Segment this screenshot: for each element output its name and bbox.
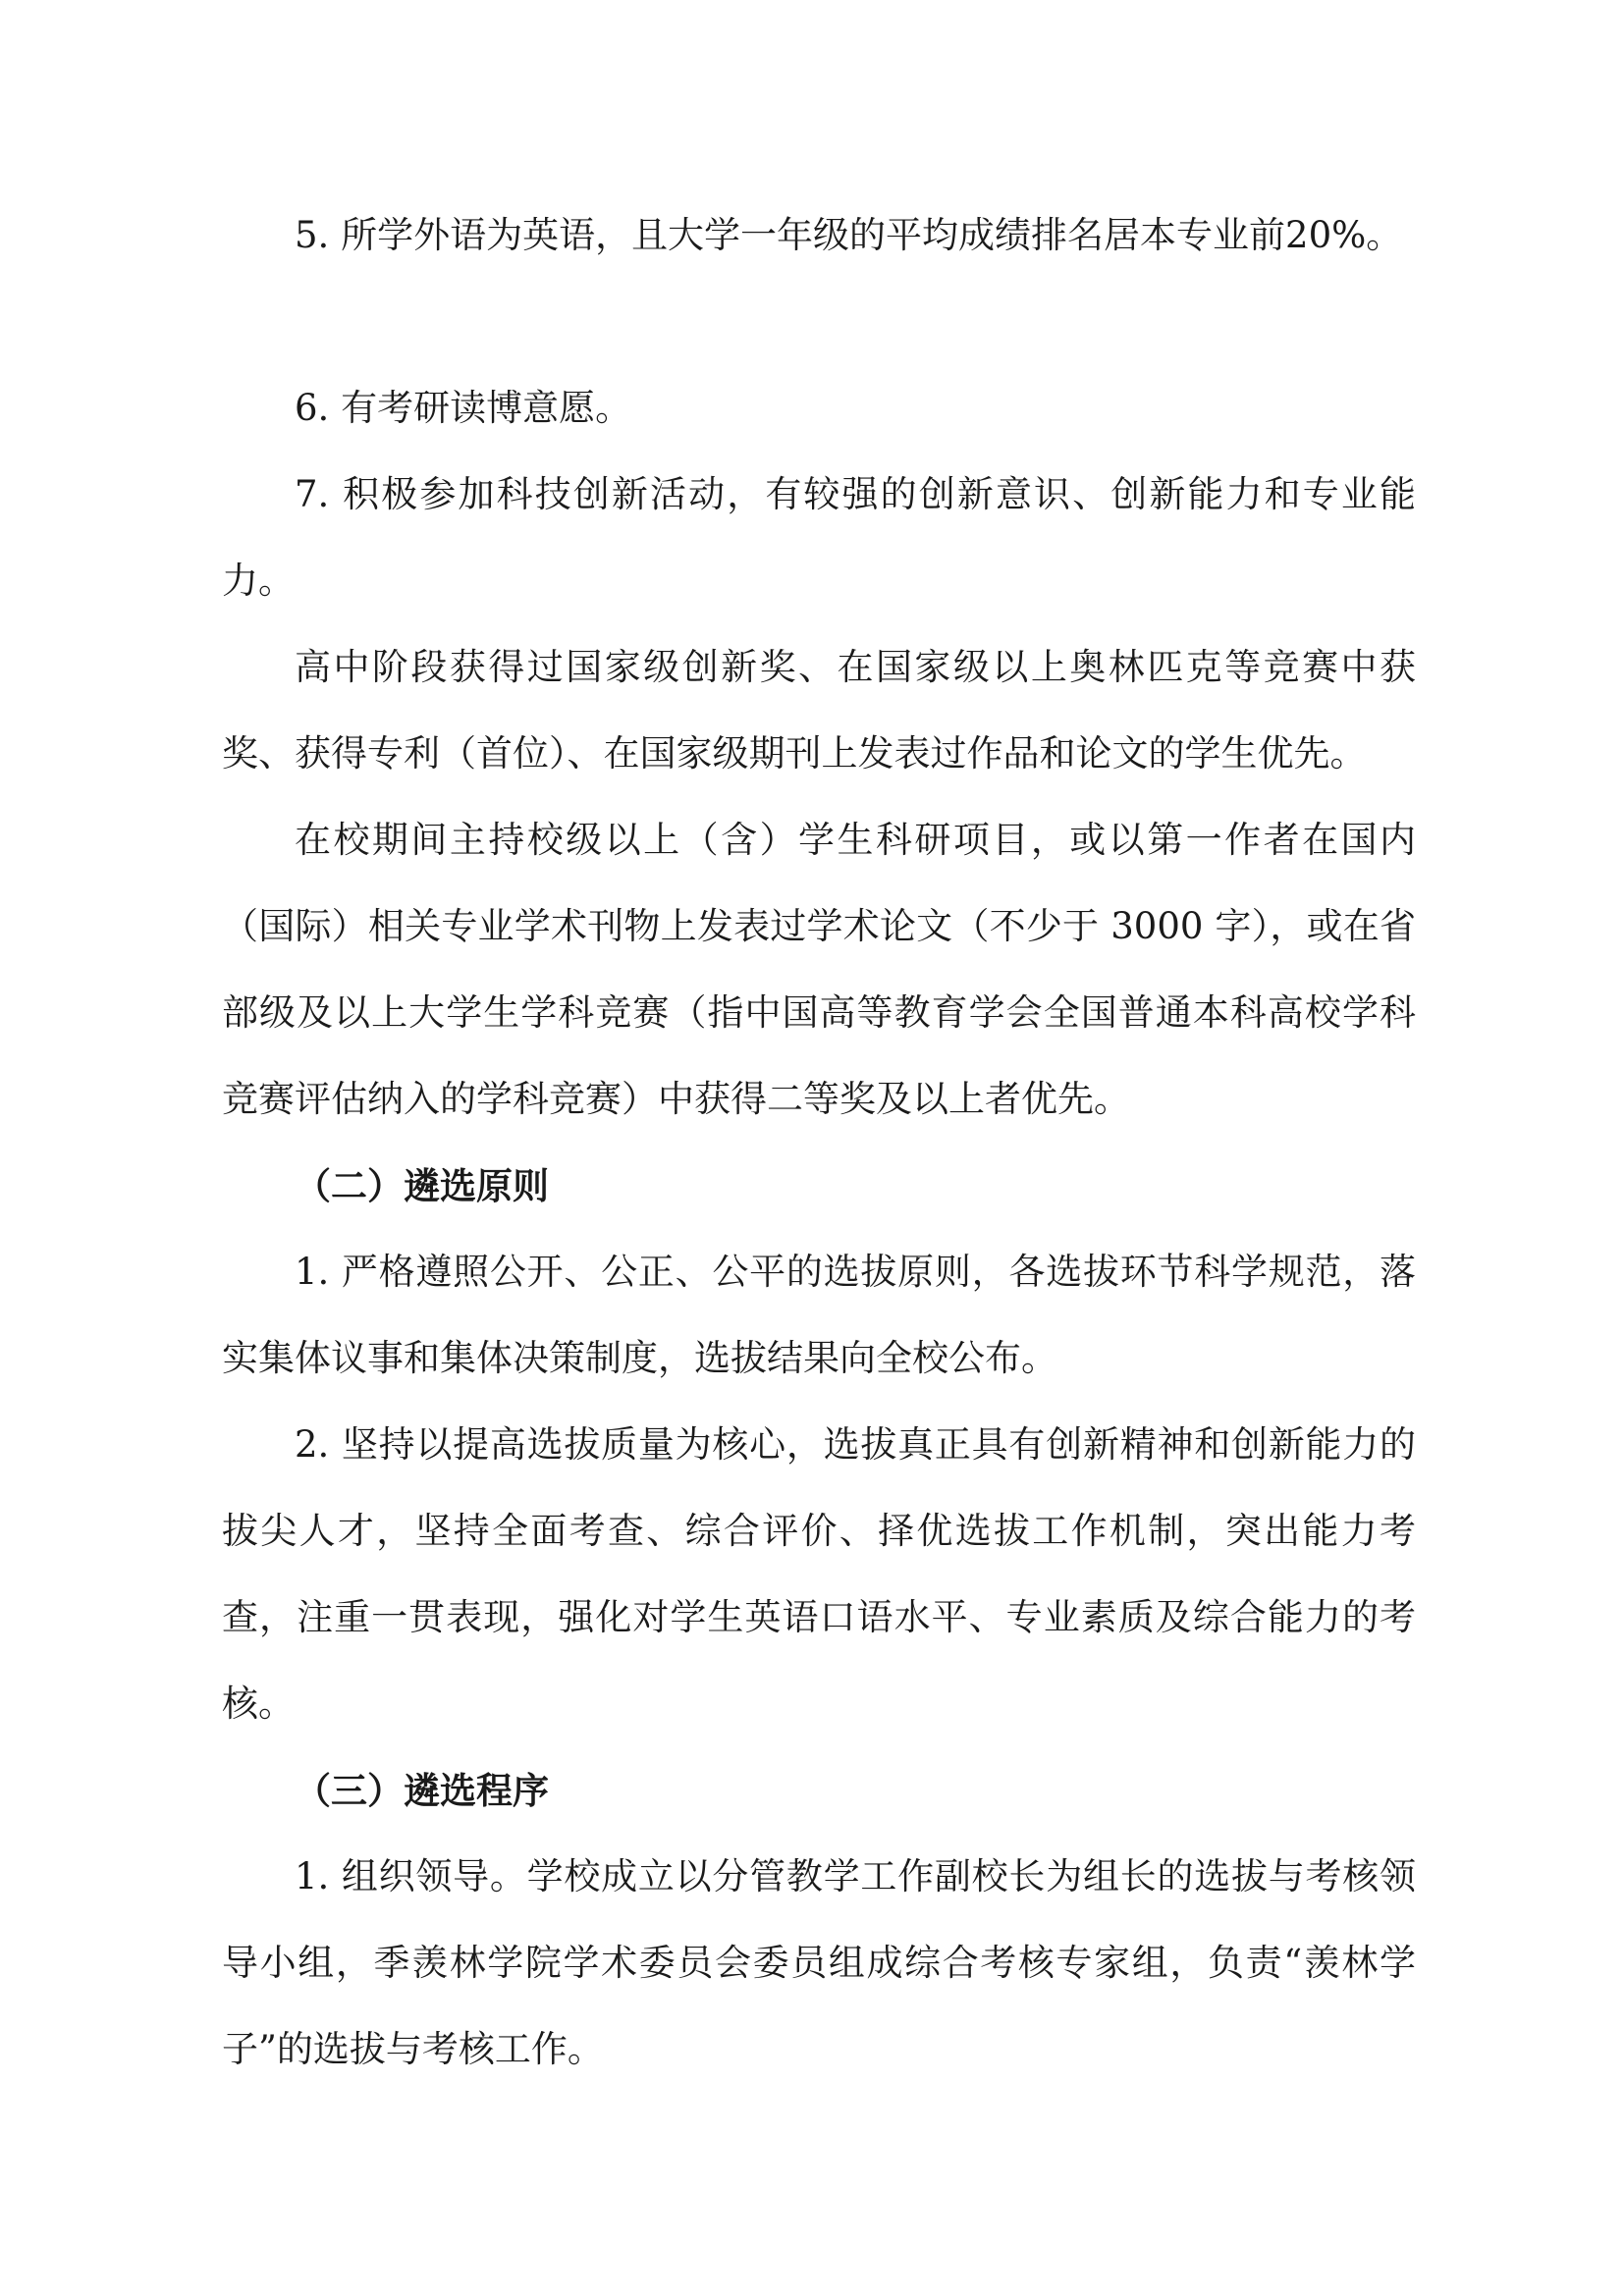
paragraph-item-5: 5. 所学外语为英语，且大学一年级的平均成绩排名居本专业前20%。: [295, 214, 1403, 256]
paragraph-item-7: 7. 积极参加科技创新活动，有较强的创新意识、创新能力和专业能力。: [222, 473, 1416, 602]
paragraph-incampus-priority: 在校期间主持校级以上（含）学生科研项目，或以第一作者在国内（国际）相关专业学术刊物上发表过学术论文（不少于 3000 字），或在省部级及以上大学生学科竞赛（指中国高等教育学会全国普通本科高校学科竞赛评估纳入的学科竞赛）中获得二等奖及以上者优先。: [222, 819, 1416, 1120]
paragraph-item-6: 6. 有考研读博意愿。: [295, 387, 632, 429]
section-heading-selection-procedure: （三）遴选程序: [295, 1769, 549, 1812]
paragraph-highschool-priority: 高中阶段获得过国家级创新奖、在国家级以上奥林匹克等竞赛中获奖、获得专利（首位）、在国家级期刊上发表过作品和论文的学生优先。: [222, 646, 1416, 774]
paragraph-principle-2: 2. 坚持以提高选拔质量为核心，选拔真正具有创新精神和创新能力的拔尖人才，坚持全面考查、综合评价、择优选拔工作机制，突出能力考查，注重一贯表现，强化对学生英语口语水平、专业素质及综合能力的考核。: [222, 1423, 1416, 1725]
paragraph-principle-1: 1. 严格遵照公开、公正、公平的选拔原则，各选拔环节科学规范，落实集体议事和集体决策制度，选拔结果向全校公布。: [222, 1251, 1416, 1379]
paragraph-procedure-1: 1. 组织领导。学校成立以分管教学工作副校长为组长的选拔与考核领导小组，季羡林学院学术委员会委员组成综合考核专家组，负责“羡林学子”的选拔与考核工作。: [222, 1855, 1416, 2070]
section-heading-selection-principles: （二）遴选原则: [295, 1164, 549, 1207]
